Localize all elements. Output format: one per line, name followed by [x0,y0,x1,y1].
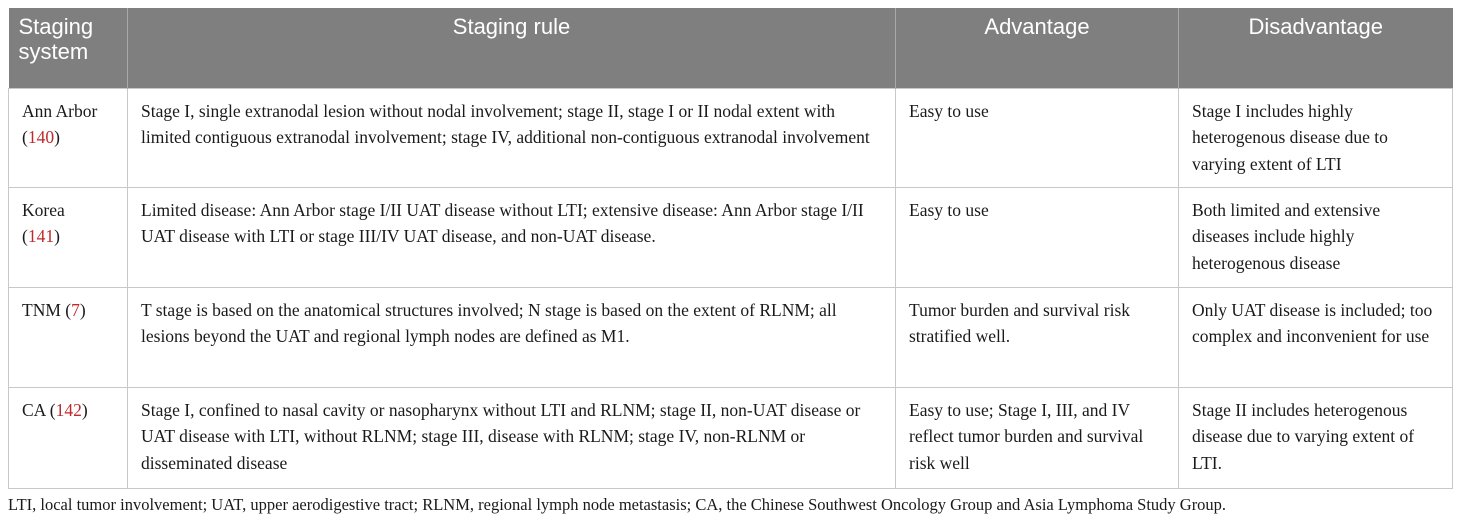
table-header-row [9,8,1453,88]
system-name: TNM [22,299,61,320]
advantage-cell: Tumor burden and survival risk stratified well. [896,287,1179,387]
reference-link[interactable]: 142 [55,399,82,420]
header-disadvantage: Disadvantage [1179,8,1453,88]
table-row [9,88,1453,187]
staging-system-cell: Ann Arbor (140) [9,88,128,187]
header-staging-rule: Staging rule [128,8,896,88]
staging-rule-cell: T stage is based on the anatomical structures involved; N stage is based on the extent of RLNM; all lesions beyond the UAT and regional lymph nodes are defined as M1. [128,287,896,387]
staging-rule-cell: Limited disease: Ann Arbor stage I/II UAT disease without LTI; extensive disease: Ann Arbor stage I/II UAT disease with LTI or stage III/IV UAT disease, and non-UAT disease. [128,187,896,287]
staging-rule-cell: Stage I, confined to nasal cavity or nasopharynx without LTI and RLNM; stage II, non-UAT disease or UAT disease with LTI, without RLNM; stage III, disease with RLNM; stage IV, non-RLNM or disseminated disease [128,387,896,488]
system-name: CA [22,399,46,420]
staging-table-container [8,8,1452,489]
staging-system-cell: Korea (141) [9,187,128,287]
reference-link[interactable]: 7 [71,299,80,320]
advantage-cell: Easy to use [896,187,1179,287]
table-footnote: LTI, local tumor involvement; UAT, upper aerodigestive tract; RLNM, regional lymph node metastasis; CA, the Chinese Southwest Oncology Group and Asia Lymphoma Study Group. [8,495,1227,514]
disadvantage-cell: Both limited and extensive diseases include highly heterogenous disease [1179,187,1453,287]
advantage-cell: Easy to use [896,88,1179,187]
table-row [9,387,1453,488]
reference-link[interactable]: 141 [27,226,55,246]
system-name: Korea [22,199,65,220]
advantage-cell: Easy to use; Stage I, III, and IV reflect tumor burden and survival risk well [896,387,1179,488]
reference-link[interactable]: 140 [27,127,55,147]
staging-system-cell: TNM (7) [9,287,128,387]
disadvantage-cell: Stage II includes heterogenous disease due to varying extent of LTI. [1179,387,1453,488]
table-row [9,287,1453,387]
staging-system-cell: CA (142) [9,387,128,488]
staging-systems-table [8,8,1453,489]
disadvantage-cell: Stage I includes highly heterogenous disease due to varying extent of LTI [1179,88,1453,187]
table-row [9,187,1453,287]
header-advantage: Advantage [896,8,1179,88]
header-staging-system: Staging system [9,8,128,88]
staging-rule-cell: Stage I, single extranodal lesion without nodal involvement; stage II, stage I or II nodal extent with limited contiguous extranodal involvement; stage IV, additional non-contiguous extranodal involvement [128,88,896,187]
disadvantage-cell: Only UAT disease is included; too complex and inconvenient for use [1179,287,1453,387]
system-name: Ann Arbor [22,100,98,121]
